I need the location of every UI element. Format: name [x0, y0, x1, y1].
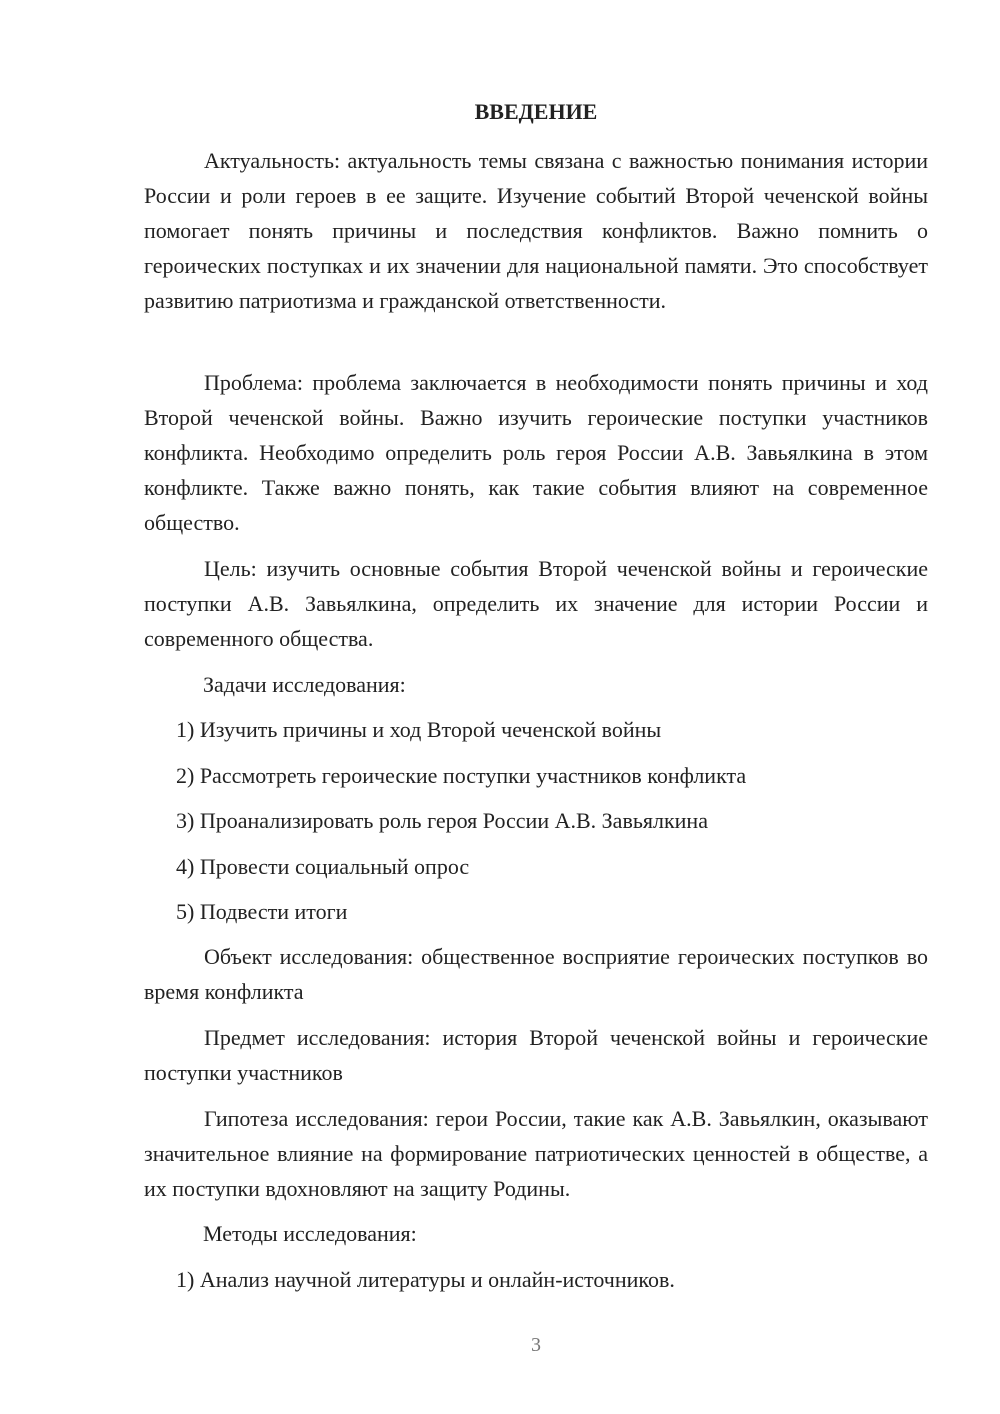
tasks-heading: Задачи исследования:: [203, 672, 406, 697]
relevance-paragraph: Актуальность: актуальность темы связана с важностью понимания истории России и роли героев в ее защите. Изучение событий Второй чеченской войны помогает понять причины и последствия конфликтов. Важно помнить о героических поступках и их значении для национальной памяти. Это способствует развитию патриотизма и гражданской ответственности.: [144, 148, 928, 313]
subject-paragraph: Предмет исследования: история Второй чеченской войны и героические поступки участников: [144, 1025, 928, 1085]
task-item-5: 5) Подвести итоги: [176, 899, 348, 924]
hypothesis-paragraph: Гипотеза исследования: герои России, такие как А.В. Завьялкин, оказывают значительное влияние на формирование патриотических ценностей в обществе, а их поступки вдохновляют на защиту Родины.: [144, 1106, 928, 1201]
methods-heading: Методы исследования:: [203, 1221, 417, 1246]
object-paragraph: Объект исследования: общественное восприятие героических поступков во время конфликта: [144, 944, 928, 1004]
method-item-1: 1) Анализ научной литературы и онлайн-источников.: [176, 1267, 675, 1292]
task-item-3: 3) Проанализировать роль героя России А.В. Завьялкина: [176, 808, 708, 833]
task-item-1: 1) Изучить причины и ход Второй чеченской войны: [176, 717, 662, 742]
goal-paragraph: Цель: изучить основные события Второй чеченской войны и героические поступки А.В. Завьялкина, определить их значение для истории России и современного общества.: [144, 556, 928, 651]
task-item-4: 4) Провести социальный опрос: [176, 854, 470, 879]
page-number: 3: [531, 1334, 541, 1356]
problem-paragraph: Проблема: проблема заключается в необходимости понять причины и ход Второй чеченской войны. Важно изучить героические поступки участников конфликта. Необходимо определить роль героя России А.В. Завьялкина в этом конфликте. Также важно понять, как такие события влияют на современное общество.: [144, 370, 928, 535]
task-item-2: 2) Рассмотреть героические поступки участников конфликта: [176, 763, 747, 788]
section-title: ВВЕДЕНИЕ: [474, 99, 598, 124]
